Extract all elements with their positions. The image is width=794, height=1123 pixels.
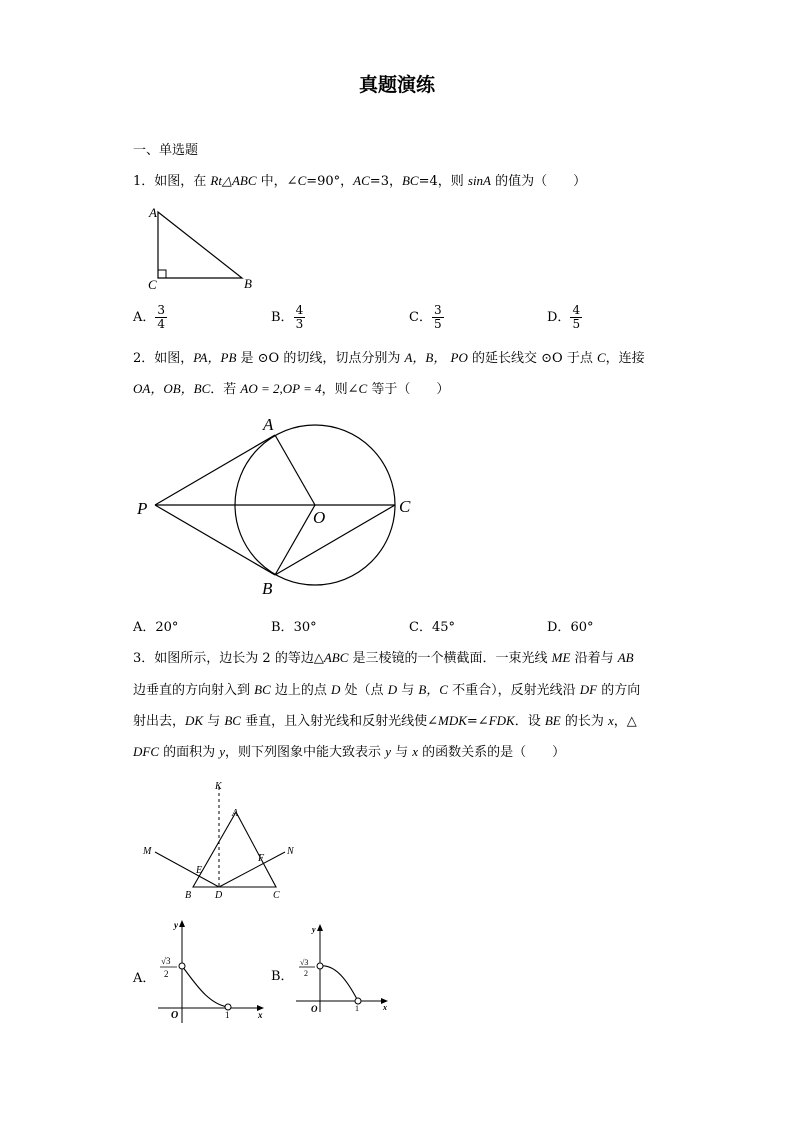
q3-label-f: F bbox=[258, 853, 265, 864]
q3-option-b-label[interactable]: B． bbox=[271, 969, 294, 984]
q3-label-m: M bbox=[143, 846, 152, 857]
q1-label-a: A bbox=[149, 205, 157, 220]
q3-option-a-graph[interactable] bbox=[150, 918, 270, 1030]
question-3-line-3: 射出去，DK 与 BC 垂直，且入射光线和反射光线使∠MDK=∠FDK．设 BE 的长为 x，△ bbox=[133, 713, 637, 729]
question-3-line-4: DFC 的面积为 y，则下列图象中能大致表示 y 与 x 的函数关系的是（ ） bbox=[133, 744, 566, 760]
question-1-text: 1．如图，在 Rt△ABC 中，∠C=90°，AC=3，BC=4，则 sinA 的值为（ ） bbox=[133, 173, 587, 189]
q1-triangle-figure bbox=[140, 200, 270, 295]
question-2-line-1: 2．如图，PA，PB 是 ⊙O 的切线，切点分别为 A，B， PO 的延长线交 ⊙O 于点 C，连接 bbox=[133, 350, 645, 366]
q3-a-origin-label: O bbox=[171, 1010, 179, 1021]
q1-label-c: C bbox=[148, 277, 157, 292]
q1-option-a[interactable]: A． $\frac{3}{4}$ bbox=[133, 303, 166, 331]
section-heading: 一、单选题 bbox=[133, 143, 199, 158]
q3-a-x-axis-label: x bbox=[258, 1010, 263, 1020]
question-2-line-2: OA，OB，BC．若 AO = 2,OP = 4，则∠C 等于（ ） bbox=[133, 381, 450, 397]
q3-label-a: A bbox=[232, 808, 239, 819]
question-3-line-2: 边垂直的方向射入到 BC 边上的点 D 处（点 D 与 B，C 不重合），反射光线沿 DF 的方向 bbox=[133, 682, 641, 698]
q3-b-origin-label: O bbox=[311, 1004, 318, 1014]
q3-b-one-label: 1 bbox=[355, 1004, 359, 1013]
q3-label-e: E bbox=[196, 865, 203, 876]
q3-b-x-axis-label: x bbox=[383, 1003, 387, 1012]
q2-option-a[interactable]: A．20° bbox=[133, 620, 179, 635]
q1-option-c[interactable]: C． $\frac{3}{5}$ bbox=[409, 303, 442, 331]
q2-option-d[interactable]: D．60° bbox=[547, 620, 594, 635]
q3-label-n: N bbox=[287, 846, 294, 857]
q1-option-d[interactable]: D． $\frac{4}{5}$ bbox=[547, 303, 581, 331]
q3-a-two-label: 2 bbox=[164, 969, 169, 979]
q3-label-k: K bbox=[215, 781, 222, 792]
q3-label-c: C bbox=[273, 890, 280, 901]
q3-b-root3-label: √3 bbox=[300, 958, 309, 967]
q2-circle-figure bbox=[130, 408, 430, 603]
q3-b-y-axis-label: y bbox=[312, 925, 316, 934]
question-3-line-1: 3．如图所示，边长为 2 的等边△ABC 是三棱镜的一个横截面．一束光线 ME 沿着与 AB bbox=[133, 650, 634, 666]
q2-option-c[interactable]: C．45° bbox=[409, 620, 455, 635]
q2-option-b[interactable]: B．30° bbox=[271, 620, 317, 635]
q3-b-two-label: 2 bbox=[304, 969, 308, 978]
q3-label-b: B bbox=[185, 890, 192, 901]
q2-label-p: P bbox=[137, 499, 148, 518]
q1-option-b[interactable]: B． $\frac{4}{3}$ bbox=[271, 303, 304, 331]
q2-label-a: A bbox=[263, 415, 274, 434]
q2-label-b: B bbox=[262, 579, 273, 598]
q3-a-y-axis-label: y bbox=[174, 920, 178, 930]
q3-label-d: D bbox=[215, 890, 223, 901]
page-title: 真题演练 bbox=[358, 74, 435, 96]
q2-label-c: C bbox=[399, 497, 411, 516]
q1-label-b: B bbox=[244, 276, 252, 291]
q3-option-a-label[interactable]: A． bbox=[133, 971, 156, 986]
q2-label-o: O bbox=[313, 508, 326, 527]
q3-option-b-graph[interactable] bbox=[288, 920, 396, 1018]
q3-a-one-label: 1 bbox=[225, 1010, 230, 1020]
q3-a-root3-label: √3 bbox=[161, 956, 171, 966]
q3-prism-figure bbox=[140, 777, 310, 902]
